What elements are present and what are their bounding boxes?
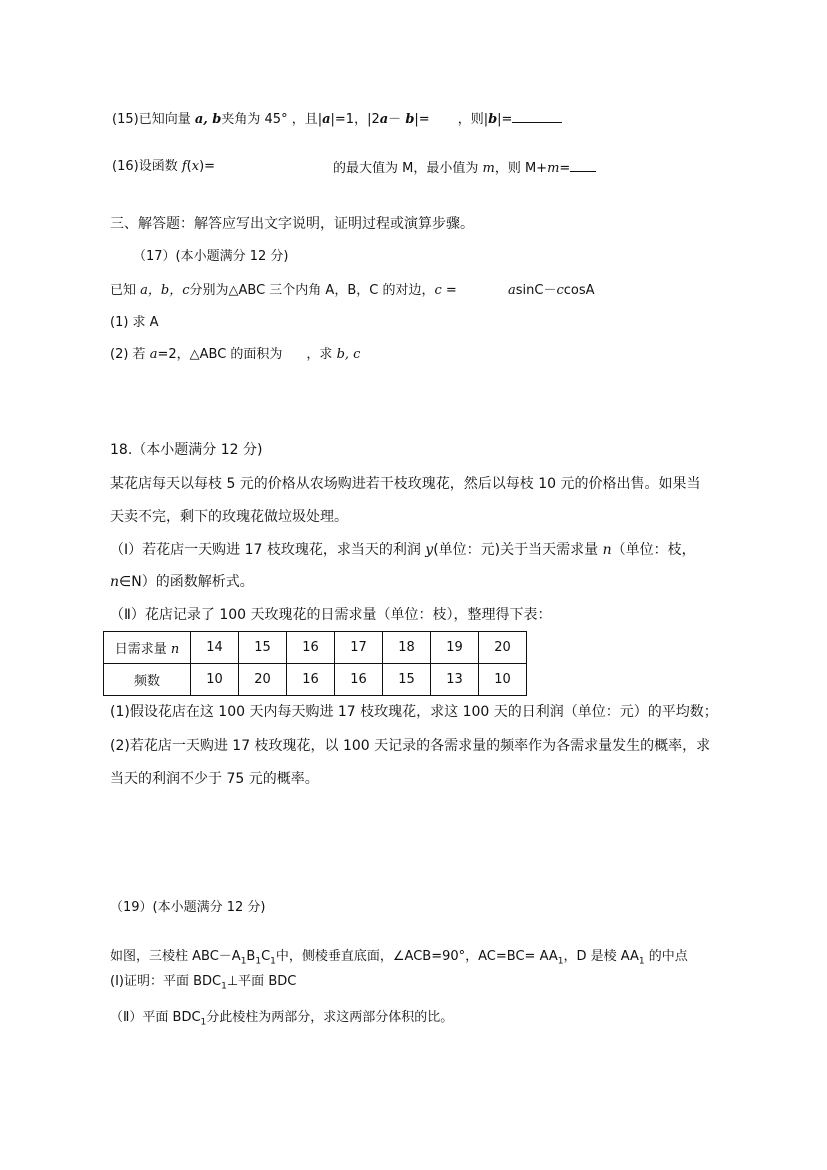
table-cell: 17 xyxy=(335,632,383,664)
table-cell: 20 xyxy=(479,632,527,664)
question-18-line-1: 某花店每天以每枝 5 元的价格从农场购进若干枝玫瑰花，然后以每枝 10 元的价格出售。如果当 xyxy=(110,476,701,492)
question-19-part-1: (Ⅰ)证明：平面 $BDC_1\perp$平面 BDC xyxy=(110,974,297,992)
table-cell: 16 xyxy=(287,664,335,696)
question-18-line-2: 天卖不完，剩下的玫瑰花做垃圾处理。 xyxy=(110,509,348,525)
table-row xyxy=(104,632,527,664)
answer-blank xyxy=(570,158,596,172)
question-19-heading: （19）(本小题满分 12 分) xyxy=(110,900,266,915)
question-17-part-2: (2) 若 a=2，△ABC 的面积为 ，求 b, c xyxy=(110,347,361,362)
table-cell: 10 xyxy=(479,664,527,696)
table-cell: 14 xyxy=(191,632,239,664)
question-17-heading: （17）(本小题满分 12 分) xyxy=(133,249,289,264)
question-18-sub-1: (1)假设花店在这 100 天内每天购进 17 枝玫瑰花，求这 100 天的日利润（单位：元）的平均数； xyxy=(110,704,718,720)
question-15: (15)已知向量 a, b夹角为 45° ，且|a|=1，|2a－ b|= ，则|b|= xyxy=(112,109,562,129)
table-cell: 20 xyxy=(239,664,287,696)
question-18-part-2: （Ⅱ）花店记录了 100 天玫瑰花的日需求量（单位：枝），整理得下表： xyxy=(110,607,552,623)
answer-blank xyxy=(512,109,562,123)
question-18-part-1: （Ⅰ）若花店一天购进 17 枝玫瑰花，求当天的利润 y(单位：元)关于当天需求量 n（单位：枝， xyxy=(110,542,696,558)
question-17-statement: 已知 a，b，c分别为△ABC 三个内角 A，B，C 的对边，c = xyxy=(110,283,457,298)
table-cell: 13 xyxy=(431,664,479,696)
table-cell: 19 xyxy=(431,632,479,664)
question-19-statement: 如图，三棱柱 $ABC-A_1B_1C_1$中，侧棱垂直底面，∠ACB=90°，$AC=BC= AA_1$，D 是棱 $AA_1$ 的中点 xyxy=(110,949,688,967)
table-cell: 16 xyxy=(287,632,335,664)
question-16: (16)设函数 f(x)= xyxy=(112,159,216,174)
table-header-demand: 日需求量 n xyxy=(104,632,191,664)
question-18-sub-2-continued: 当天的利润不少于 75 元的概率。 xyxy=(110,771,319,787)
question-17-formula: asinC－ccosA xyxy=(508,283,595,298)
question-19-part-2: （Ⅱ）平面 $BDC_1$分此棱柱为两部分，求这两部分体积的比。 xyxy=(110,1010,454,1028)
section-heading: 三、解答题：解答应写出文字说明，证明过程或演算步骤。 xyxy=(110,216,474,232)
table-cell: 16 xyxy=(335,664,383,696)
question-16-continued: 的最大值为 M，最小值为 m，则 M+m= xyxy=(333,158,596,178)
question-18-heading: 18.（本小题满分 12 分) xyxy=(110,442,263,458)
question-18-part-1-continued: n∈N）的函数解析式。 xyxy=(110,574,254,590)
table-header-frequency: 频数 xyxy=(104,664,191,696)
table-cell: 15 xyxy=(383,664,431,696)
table-cell: 10 xyxy=(191,664,239,696)
table-cell: 15 xyxy=(239,632,287,664)
question-17-part-1: (1) 求 A xyxy=(110,315,159,330)
table-cell: 18 xyxy=(383,632,431,664)
frequency-table xyxy=(103,631,527,696)
table-row xyxy=(104,664,527,696)
question-18-sub-2: (2)若花店一天购进 17 枝玫瑰花，以 100 天记录的各需求量的频率作为各需求量发生的概率，求 xyxy=(110,738,711,754)
